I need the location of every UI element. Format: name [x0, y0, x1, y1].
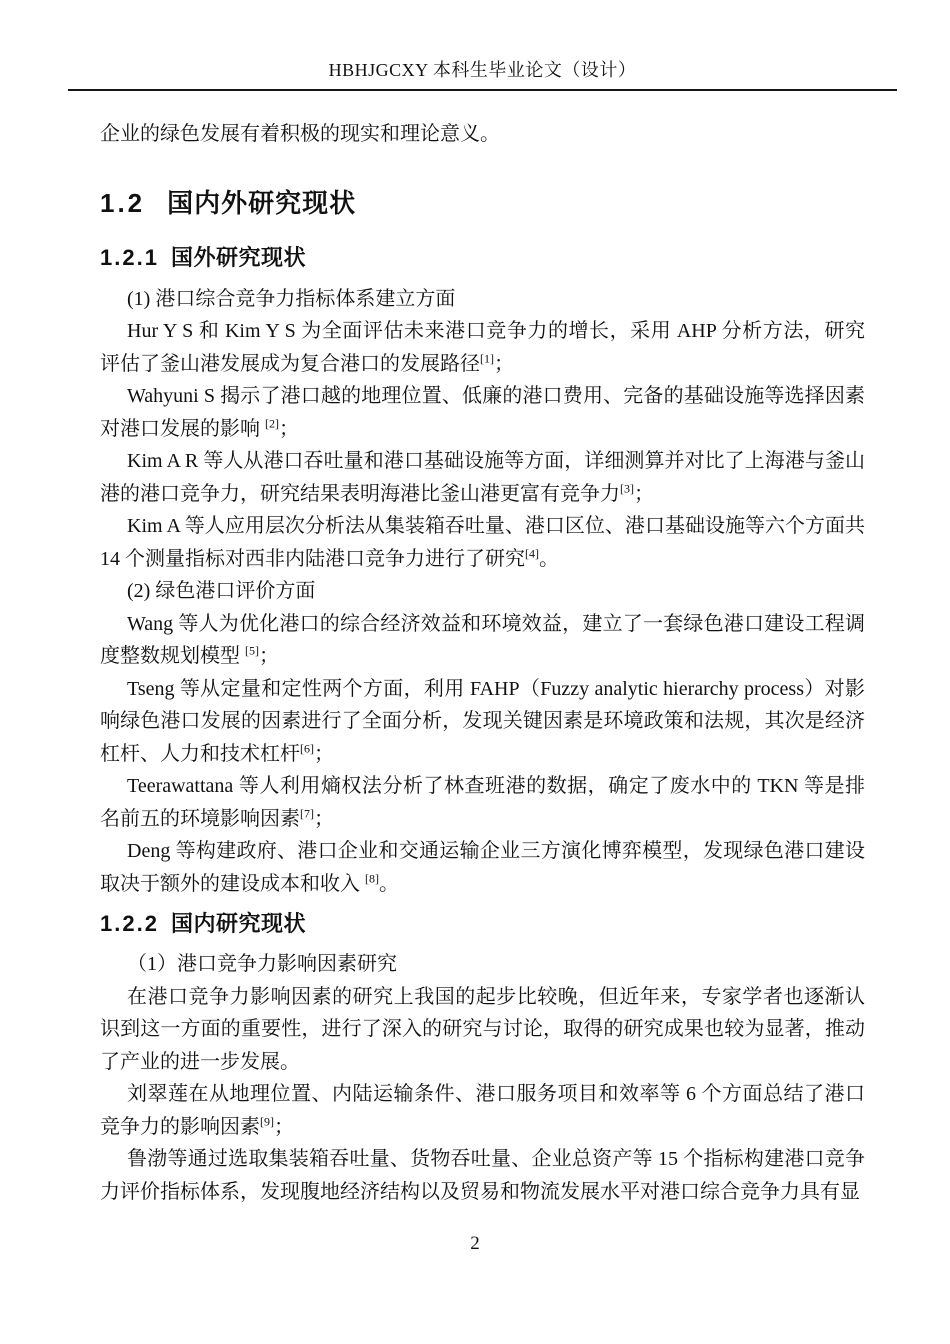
subsection-heading-1-2-2 — [100, 909, 865, 939]
paragraph-intro-continuation: 企业的绿色发展有着积极的现实和理论意义。 — [100, 123, 500, 145]
section-heading-1-2 — [100, 188, 865, 218]
page-footer — [0, 1232, 950, 1256]
document-body — [100, 118, 865, 1208]
page-number: 2 — [470, 1233, 480, 1254]
paragraph-kim-a-r: Kim A R 等人从港口吞吐量和港口基础设施等方面，详细测算并对比了上海港与釜山港的港口竞争力，研究结果表明海港比釜山港更富有竞争力[3]； — [100, 450, 865, 505]
section-number: 1.2 — [100, 187, 146, 218]
subsection-number: 1.2.1 — [100, 244, 159, 270]
subsection-number: 1.2.2 — [100, 911, 159, 936]
list-item-port-competitiveness-index: (1) 港口综合竞争力指标体系建立方面 — [127, 287, 456, 310]
paragraph-domestic-overview: 在港口竞争力影响因素的研究上我国的起步比较晚，但近年来，专家学者也逐渐认识到这一方面的重要性，进行了深入的研究与讨论，取得的研究成果也较为显著，推动了产业的进一步发展。 — [100, 985, 865, 1073]
paragraph-tseng: Tseng 等从定量和定性两个方面，利用 FAHP（Fuzzy analytic hierarchy process）对影响绿色港口发展的因素进行了全面分析，发现关键因素是环境政策和法规，其次是经济杠杆、人力和技术杠杆[6]； — [100, 677, 865, 765]
paragraph-lu-bo: 鲁渤等通过选取集装箱吞吐量、货物吞吐量、企业总资产等 15 个指标构建港口竞争力评价指标体系，发现腹地经济结构以及贸易和物流发展水平对港口综合竞争力具有显 — [100, 1148, 865, 1203]
paragraph-deng: Deng 等构建政府、港口企业和交通运输企业三方演化博弈模型，发现绿色港口建设取决于额外的建设成本和收入 [8]。 — [100, 840, 865, 895]
paragraph-wahyuni: Wahyuni S 揭示了港口越的地理位置、低廉的港口费用、完备的基础设施等选择因素对港口发展的影响 [2]； — [100, 385, 865, 440]
paragraph-liu-cuilian: 刘翠莲在从地理位置、内陆运输条件、港口服务项目和效率等 6 个方面总结了港口竞争力的影响因素[9]； — [100, 1083, 865, 1138]
paragraph-teerawattana: Teerawattana 等人利用熵权法分析了林查班港的数据，确定了废水中的 TKN 等是排名前五的环境影响因素[7]； — [100, 775, 865, 830]
subsection-title: 国外研究现状 — [170, 244, 306, 270]
paragraph-kim-a: Kim A 等人应用层次分析法从集装箱吞吐量、港口区位、港口基础设施等六个方面共 14 个测量指标对西非内陆港口竞争力进行了研究[4]。 — [100, 515, 865, 570]
paragraph-hur-kim: Hur Y S 和 Kim Y S 为全面评估未来港口竞争力的增长，采用 AHP 分析方法，研究评估了釜山港发展成为复合港口的发展路径[1]； — [100, 320, 865, 375]
section-title: 国内外研究现状 — [167, 187, 357, 218]
list-item-green-port-evaluation: (2) 绿色港口评价方面 — [127, 580, 316, 602]
subsection-heading-1-2-1 — [100, 243, 865, 273]
page-header — [68, 58, 897, 91]
paragraph-wang: Wang 等人为优化港口的综合经济效益和环境效益，建立了一套绿色港口建设工程调度整数规划模型 [5]； — [100, 612, 865, 667]
subsection-title: 国内研究现状 — [170, 911, 306, 936]
list-item-competitiveness-factors: （1）港口竞争力影响因素研究 — [127, 953, 397, 975]
header-title: HBHJGCXY 本科生毕业论文（设计） — [328, 60, 637, 80]
